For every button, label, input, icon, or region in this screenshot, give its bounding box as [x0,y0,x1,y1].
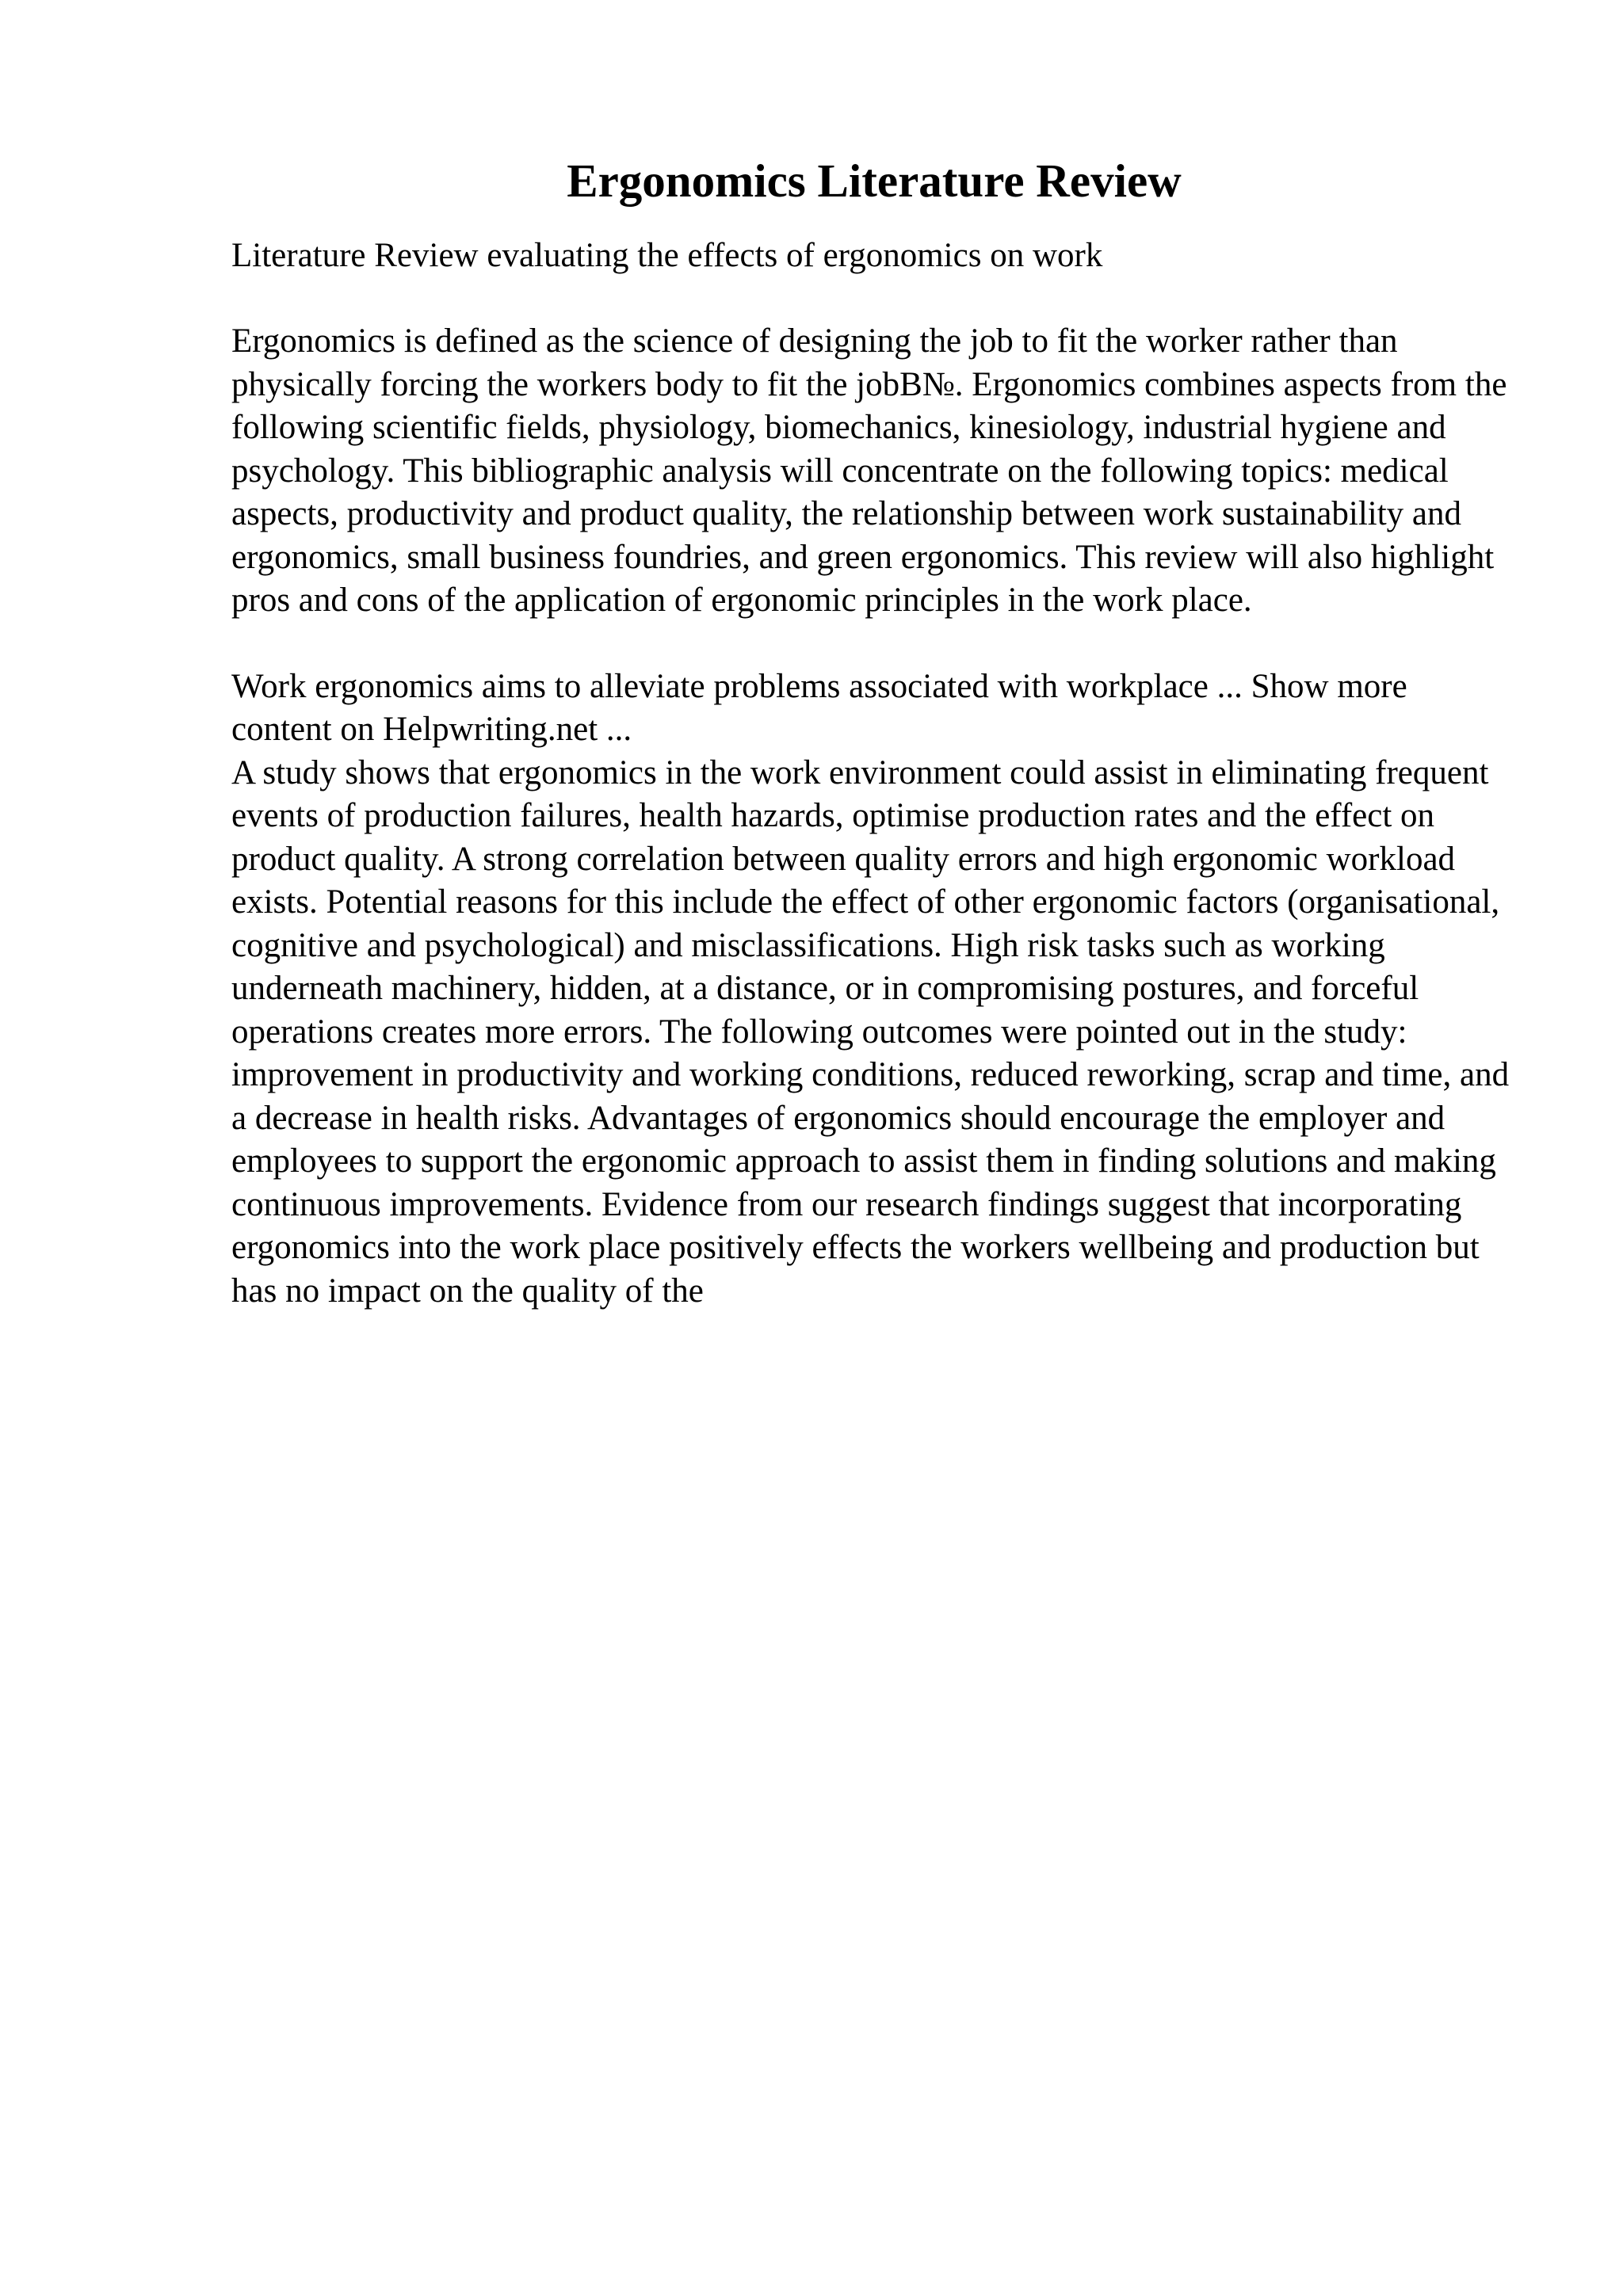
teaser-paragraph [231,666,1515,752]
document-body [231,152,1515,1313]
study-paragraph: A study shows that ergonomics in the work environment could assist in eliminating frequent events of production failures, health hazards, optimise production rates and the effect on product quality. A strong correlation between quality errors and high ergonomic workload exists. Potential reasons for this include the effect of other ergonomic factors (organisational, cognitive and psychological) and misclassifications. High risk tasks such as working underneath machinery, hidden, at a distance, or in compromising postures, and forceful operations creates more errors. The following outcomes were pointed out in the study: improvement in productivity and working conditions, reduced reworking, scrap and time, and a decrease in health risks. Advantages of ergonomics should encourage the employer and employees to support the ergonomic approach to assist them in finding solutions and making continuous improvements. Evidence from our research findings suggest that incorporating ergonomics into the work place positively effects the workers wellbeing and production but has no impact on the quality of the [231,753,1510,1310]
intro-paragraph: Ergonomics is defined as the science of designing the job to fit the worker rather than physically forcing the workers body to fit the jobВ№. Ergonomics combines aspects from the following scientific fields, physiology, biomechanics, kinesiology, industrial hygiene and psychology. This bibliographic analysis will concentrate on the following topics: medical aspects, productivity and product quality, the relationship between work sustainability and ergonomics, small business foundries, and green ergonomics. This review will also highlight pros and cons of the application of ergonomic principles in the work place. [231,322,1507,619]
document-subtitle: Literature Review evaluating the effects of ergonomics on work [231,237,1103,274]
show-more-link[interactable]: Show more content on Helpwriting.net ... [231,667,1407,748]
document-title: Ergonomics Literature Review [567,154,1182,207]
teaser-text: Work ergonomics aims to alleviate problems associated with workplace ... [231,667,1243,705]
